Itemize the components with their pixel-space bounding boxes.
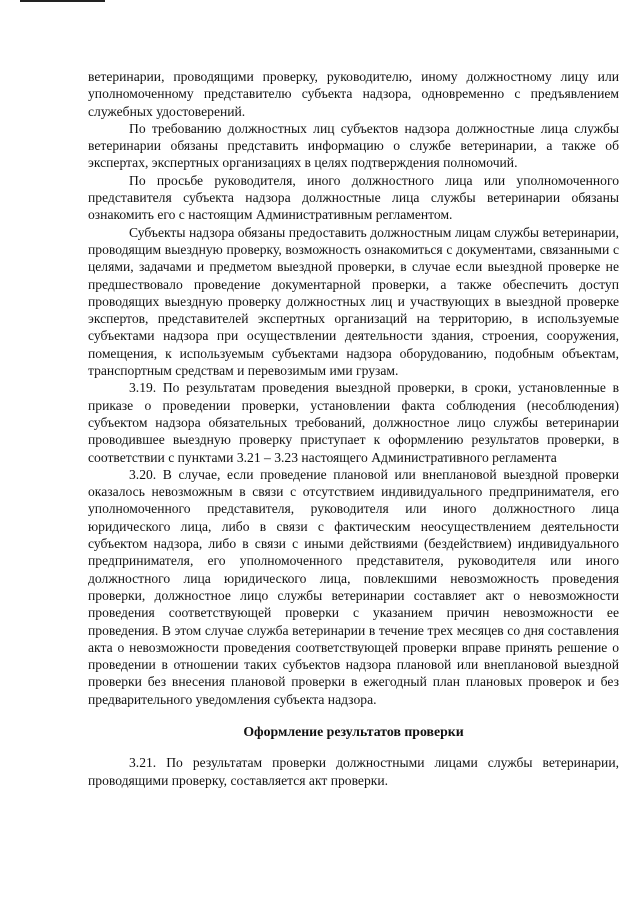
paragraph-3-19: 3.19. По результатам проведения выездной проверки, в сроки, установленные в приказе о проведении проверки, установлении факта соблюдения (несоблюдения) субъектом надзора обязательных требований, должностное лицо службы ветеринарии проводившее выездную проверку приступает к оформлению результатов проверки, в соответствии с пунктами 3.21 – 3.23 настоящего Административного регламента (88, 380, 619, 465)
paragraph-regulation-familiarize: По просьбе руководителя, иного должностного лица или уполномоченного представителя субъекта надзора должностные лица службы ветеринарии обязаны ознакомить его с настоящим Административным регламентом. (88, 172, 619, 223)
paragraph-continuation: ветеринарии, проводящими проверку, руководителю, иному должностному лицу или уполномоченному представителю субъекта надзора, одновременно с предъявлением служебных удостоверений. (88, 69, 619, 119)
section-heading: Оформление результатов проверки (243, 723, 464, 739)
paragraph-3-21: 3.21. По результатам проверки должностными лицами службы ветеринарии, проводящими проверку, составляется акт проверки. (88, 755, 619, 788)
paragraph-access-obligations: Субъекты надзора обязаны предоставить должностным лицам службы ветеринарии, проводящим выездную проверку, возможность ознакомиться с документами, связанными с целями, задачами и предметом выездной проверки, в случае если выездной проверке не предшествовало проведение документарной проверки, а также обеспечить доступ проводящих выездную проверку должностных лиц и участвующих в выездной проверке экспертов, представителей экспертных организаций на территорию, в используемые субъектами надзора при осуществлении деятельности здания, строения, сооружения, помещения, к используемым субъектами надзора оборудованию, подобным объектам, транспортным средствам и перевозимым ими грузам. (88, 224, 619, 379)
document-page (88, 68, 619, 789)
top-rule (20, 0, 105, 2)
paragraph-3-20: 3.20. В случае, если проведение плановой или внеплановой выездной проверки оказалось невозможным в связи с отсутствием индивидуального предпринимателя, его уполномоченного представителя, руководителя или иного должностного лица юридического лица, либо в связи с фактическим неосуществлением деятельности субъектом надзора, либо в связи с иными действиями (бездействием) индивидуального предпринимателя, его уполномоченного представителя, руководителя или иного должностного лица юридического лица, повлекшими невозможность проведения проверки, должностное лицо службы ветеринарии составляет акт о невозможности проведения соответствующей проверки с указанием причин невозможности ее проведения. В этом случае служба ветеринарии в течение трех месяцев со дня составления акта о невозможности проведения соответствующей проверки вправе принять решение о проведении в отношении таких субъектов надзора плановой или внеплановой выездной проверки без внесения плановой проверки в ежегодный план плановых проверок и без предварительного уведомления субъекта надзора. (88, 466, 619, 707)
paragraph-request-info: По требованию должностных лиц субъектов надзора должностные лица службы ветеринарии обязаны представить информацию о службе ветеринарии, а также об экспертах, экспертных организациях в целях подтверждения полномочий. (88, 120, 619, 171)
